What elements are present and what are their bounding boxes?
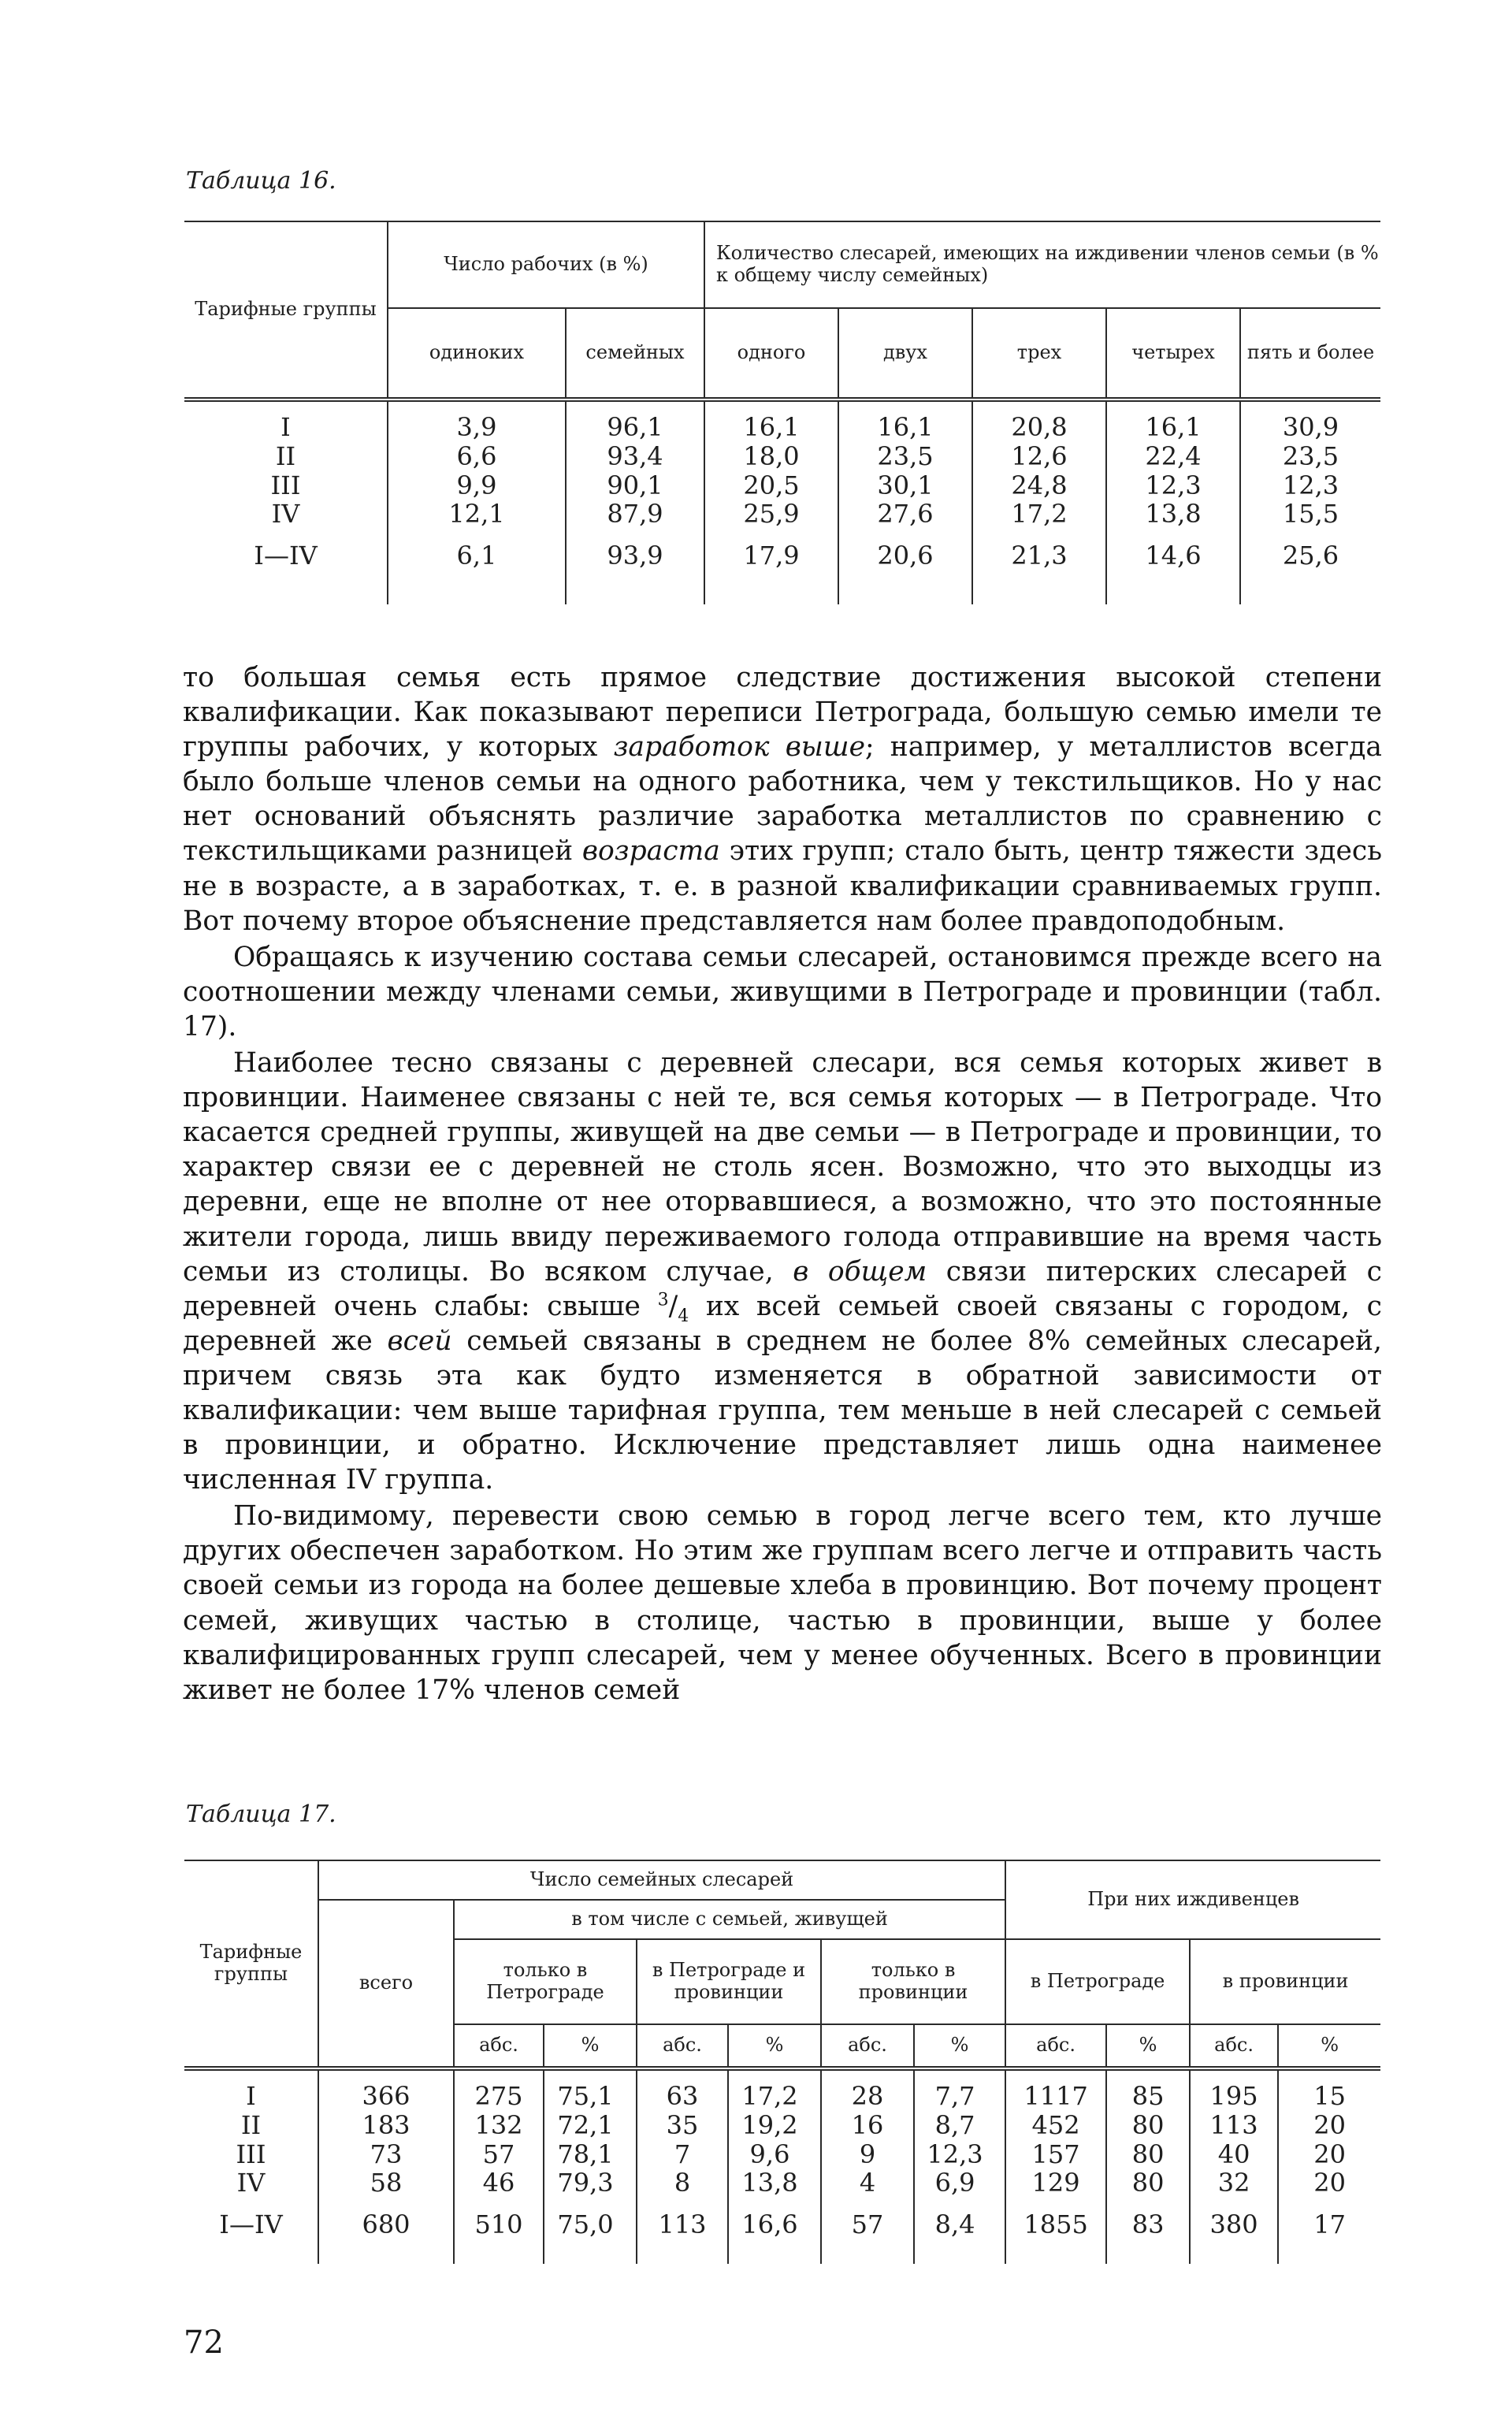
p1-text-c: ; например, у металлистов всегда было больше членов семьи на одного работника, чем у текстильщиков. Но у нас нет оснований объяснять различие заработка металлистов по сравнению с текстильщиками разницей: [183, 731, 1382, 868]
t17-cell: 20: [1278, 2168, 1380, 2198]
t17-dep-petro-header: в Петрограде: [1005, 1939, 1190, 2024]
t16-cell: 96,1: [566, 399, 704, 442]
t16-total-group: I—IV: [254, 541, 318, 571]
t17-cell: 8,7: [914, 2111, 1005, 2140]
t17-family-header: Число семейных слесарей: [318, 1860, 1005, 1900]
t17-cell: 12,3: [914, 2140, 1005, 2169]
t16-cell: 9,9: [388, 471, 566, 500]
t17-total-cell: 83: [1106, 2198, 1190, 2264]
paragraph-2: Обращаясь к изучению состава семьи слесарей, остановимся прежде всего на соотношении между членами семьи, живущими в Петрограде и провинции (табл. 17).: [183, 941, 1382, 1042]
t16-four-header: четырех: [1106, 308, 1240, 399]
t17-group: III: [236, 2139, 266, 2169]
t17-petro-prov-header: в Петрограде и провинции: [637, 1939, 821, 2024]
t17-cell: 4: [821, 2168, 914, 2198]
t16-group: II: [275, 440, 296, 471]
t16-total-cell: 20,6: [838, 529, 972, 604]
t17-cell: 80: [1106, 2140, 1190, 2169]
t17-group: II: [240, 2109, 262, 2140]
paragraph-3: Наиболее тесно связаны с деревней слесари, вся семья которых живет в провинции. Наименее связаны с ней те, вся семья которых — в Петрограде. Что касается средней группы, живущей на две семьи — в Петрограде и провинции, то характер связи ее с деревней не столь ясен. Возможно, что это выходцы из деревни, еще не вполне от нее оторвавшиеся, а возможно, что это постоянные жители города, лишь ввиду переживаемого голода отправившие на время часть семьи из столицы. Во всяком случае, в общем связи питерских слесарей с деревней очень слабы: свыше $^3/_4$ их всей семьей своей связаны с городом, с деревней же всей семьей связаны в среднем не более 8% семейных слесарей, причем связь эта как будто изменяется в обратной зависимости от квалификации: чем выше тарифная группа, тем меньше в ней слесарей с семьей в провинции, и обратно. Исключение представляет лишь одна наименее численная IV группа.: [183, 1047, 1383, 1496]
t16-cell: 15,5: [1240, 500, 1380, 529]
t17-dependents-header: При них иждивенцев: [1005, 1860, 1380, 1939]
t17-cell: 35: [637, 2111, 728, 2140]
paragraph-1: [183, 660, 1382, 938]
t16-one-header: одного: [704, 308, 838, 399]
t16-total-cell: 93,9: [566, 529, 704, 604]
t16-cell: 30,1: [838, 471, 972, 500]
t17-cell: 78,1: [544, 2140, 637, 2169]
t17-total-cell: 680: [318, 2198, 454, 2264]
t16-cell: 20,8: [972, 399, 1106, 442]
t17-cell: 75,1: [544, 2068, 637, 2111]
t17-total-cell: 16,6: [728, 2198, 821, 2264]
t16-single-header: одиноких: [388, 308, 566, 399]
t17-cell: 40: [1190, 2140, 1278, 2169]
t17-pct-header: %: [1278, 2024, 1380, 2068]
t17-group: IV: [236, 2168, 266, 2198]
t17-pct-header: %: [544, 2024, 637, 2068]
t17-cell: 7: [637, 2140, 728, 2169]
t17-total-header: всего: [318, 1900, 454, 2068]
t17-cell: 58: [318, 2168, 454, 2198]
t17-only-prov-header: только в провинции: [821, 1939, 1005, 2024]
t17-dep-prov-header: в провинции: [1190, 1939, 1380, 2024]
t17-total-cell: 8,4: [914, 2198, 1005, 2264]
t17-cell: 275: [454, 2068, 544, 2111]
table-17: [184, 1860, 1380, 2264]
t17-total-cell: 75,0: [544, 2198, 637, 2264]
t16-cell: 24,8: [972, 471, 1106, 500]
p3-emphasis-general: в общем: [793, 1255, 927, 1288]
t16-cell: 16,1: [838, 399, 972, 442]
t16-cell: 12,6: [972, 442, 1106, 471]
t16-total-cell: 6,1: [388, 529, 566, 604]
t16-cell: 3,9: [388, 399, 566, 442]
t17-incl-header: в том числе с семьей, живущей: [454, 1900, 1005, 1939]
t16-total-cell: 25,6: [1240, 529, 1380, 604]
t17-cell: 73: [318, 2140, 454, 2169]
t17-total-group: I—IV: [219, 2209, 283, 2240]
t16-total-cell: 17,9: [704, 529, 838, 604]
t17-cell: 63: [637, 2068, 728, 2111]
t17-cell: 9: [821, 2140, 914, 2169]
t17-group: I: [246, 2081, 256, 2111]
t16-cell: 13,8: [1106, 500, 1240, 529]
t16-group: IV: [271, 499, 300, 530]
t17-cell: 129: [1005, 2168, 1106, 2198]
t16-workers-header: Число рабочих (в %): [388, 221, 704, 308]
t17-cell: 85: [1106, 2068, 1190, 2111]
t17-cell: 57: [454, 2140, 544, 2169]
t17-abs-header: абс.: [821, 2024, 914, 2068]
t16-cell: 90,1: [566, 471, 704, 500]
t17-total-cell: 17: [1278, 2198, 1380, 2264]
t17-pct-header: %: [728, 2024, 821, 2068]
t17-cell: 17,2: [728, 2068, 821, 2111]
t16-dependents-header: Количество слесарей, имеющих на иждивении членов семьи (в % к общему числу семейных): [704, 221, 1380, 308]
t16-cell: 16,1: [704, 399, 838, 442]
table-17-caption: Таблица 17.: [186, 1801, 336, 1828]
t17-cell: 19,2: [728, 2111, 821, 2140]
p1-emphasis-age: возраста: [581, 835, 720, 868]
t17-abs-header: абс.: [454, 2024, 544, 2068]
fraction-denominator: 4: [678, 1306, 689, 1326]
t17-group-header: Тарифные группы: [184, 1860, 318, 2068]
t17-cell: 8: [637, 2168, 728, 2198]
t16-cell: 6,6: [388, 442, 566, 471]
t16-cell: 23,5: [838, 442, 972, 471]
t17-total-cell: 380: [1190, 2198, 1278, 2264]
t17-cell: 6,9: [914, 2168, 1005, 2198]
t17-pct-header: %: [914, 2024, 1005, 2068]
t17-cell: 72,1: [544, 2111, 637, 2140]
t16-cell: 25,9: [704, 500, 838, 529]
t17-cell: 79,3: [544, 2168, 637, 2198]
t17-cell: 132: [454, 2111, 544, 2140]
paragraph-4: По-видимому, перевести свою семью в город легче всего тем, кто лучше других обеспечен заработком. Но этим же группам всего легче и отправить часть своей семьи из города на более дешевые хлеба в провинцию. Вот почему процент семей, живущих частью в столице, частью в провинции, выше у более квалифицированных групп слесарей, чем у менее обученных. Всего в провинции живет не более 17% членов семей: [183, 1500, 1382, 1706]
t16-cell: 27,6: [838, 500, 972, 529]
t16-total-cell: 14,6: [1106, 529, 1240, 604]
t16-three-header: трех: [972, 308, 1106, 399]
t17-total-cell: 57: [821, 2198, 914, 2264]
table-16-caption: Таблица 16.: [186, 167, 336, 195]
t17-only-petro-header: только в Петрограде: [454, 1939, 637, 2024]
t17-cell: 20: [1278, 2111, 1380, 2140]
t16-cell: 16,1: [1106, 399, 1240, 442]
t16-group: III: [270, 470, 301, 500]
t17-total-cell: 510: [454, 2198, 544, 2264]
t17-cell: 195: [1190, 2068, 1278, 2111]
t17-total-cell: 1855: [1005, 2198, 1106, 2264]
p3-text-c: связи питерских слесарей с деревней очень слабы: свыше: [183, 1255, 1382, 1322]
table-16: [184, 221, 1380, 604]
p3-text-d: их всей семьей своей связаны с городом, с деревней же: [183, 1290, 1382, 1357]
t17-cell: 113: [1190, 2111, 1278, 2140]
fraction-numerator: 3: [657, 1290, 669, 1310]
t17-cell: 13,8: [728, 2168, 821, 2198]
t17-cell: 1117: [1005, 2068, 1106, 2111]
page-number: 72: [184, 2325, 224, 2361]
body-text: [183, 660, 1382, 1708]
t16-cell: 12,3: [1106, 471, 1240, 500]
t16-family-header: семейных: [566, 308, 704, 399]
t16-cell: 22,4: [1106, 442, 1240, 471]
t17-cell: 9,6: [728, 2140, 821, 2169]
t17-cell: 452: [1005, 2111, 1106, 2140]
p1-emphasis-earnings: заработок выше: [613, 731, 865, 764]
t17-cell: 80: [1106, 2168, 1190, 2198]
t17-cell: 20: [1278, 2140, 1380, 2169]
p1-text-a: то большая семья есть прямое следствие достижения высокой степени квалификации. Как показывают переписи Петрограда, большую семью имели те группы рабочих, у которых: [183, 662, 1382, 764]
t16-group-header: Тарифные группы: [184, 221, 388, 399]
p3-text-f: семьей связаны в среднем не более 8% семейных слесарей, причем связь эта как будто изменяется в обратной зависимости от квалификации: чем выше тарифная группа, тем меньше в ней слесарей с семьей в провинции, и обратно. Исключение представляет лишь одна наименее численная IV группа.: [183, 1325, 1383, 1496]
t16-total-cell: 21,3: [972, 529, 1106, 604]
t16-cell: 23,5: [1240, 442, 1380, 471]
t17-abs-header: абс.: [1005, 2024, 1106, 2068]
t17-cell: 32: [1190, 2168, 1278, 2198]
t16-two-header: двух: [838, 308, 972, 399]
t17-cell: 15: [1278, 2068, 1380, 2111]
t16-cell: 30,9: [1240, 399, 1380, 442]
p1-text-e: этих групп; стало быть, центр тяжести здесь не в возрасте, а в заработках, т. е. в разной квалификации сравниваемых групп. Вот почему второе объяснение представляется нам более правдоподобным.: [183, 835, 1383, 937]
t16-cell: 18,0: [704, 442, 838, 471]
t17-cell: 46: [454, 2168, 544, 2198]
t17-cell: 80: [1106, 2111, 1190, 2140]
t16-cell: 93,4: [566, 442, 704, 471]
p3-emphasis-whole: всей: [387, 1325, 452, 1357]
t17-abs-header: абс.: [637, 2024, 728, 2068]
t16-five-header: пять и более: [1240, 308, 1380, 399]
t16-cell: 17,2: [972, 500, 1106, 529]
t16-cell: 12,3: [1240, 471, 1380, 500]
t17-cell: 366: [318, 2068, 454, 2111]
t17-cell: 16: [821, 2111, 914, 2140]
t17-cell: 28: [821, 2068, 914, 2111]
t17-cell: 183: [318, 2111, 454, 2140]
t16-cell: 20,5: [704, 471, 838, 500]
t16-group: I: [280, 412, 291, 442]
t17-cell: 7,7: [914, 2068, 1005, 2111]
t17-total-cell: 113: [637, 2198, 728, 2264]
t17-pct-header: %: [1106, 2024, 1190, 2068]
p3-text-a: Наиболее тесно связаны с деревней слесари, вся семья которых живет в провинции. Наименее связаны с ней те, вся семья которых — в Петрограде. Что касается средней группы, живущей на две семьи — в Петрограде и провинции, то характер связи ее с деревней не столь ясен. Возможно, что это выходцы из деревни, еще не вполне от нее оторвавшиеся, а возможно, что это постоянные жители города, лишь ввиду переживаемого голода отправившие на время часть семьи из столицы. Во всяком случае,: [183, 1047, 1382, 1288]
t16-cell: 12,1: [388, 500, 566, 529]
t17-abs-header: абс.: [1190, 2024, 1278, 2068]
t16-cell: 87,9: [566, 500, 704, 529]
t17-cell: 157: [1005, 2140, 1106, 2169]
